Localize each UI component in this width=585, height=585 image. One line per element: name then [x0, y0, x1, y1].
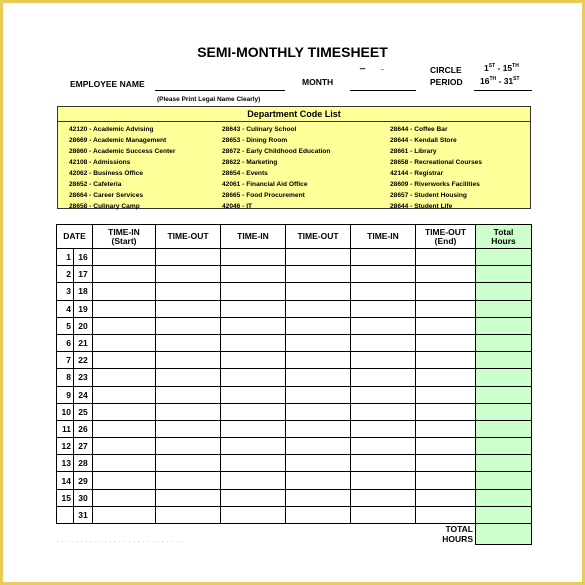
cell-time-in-start[interactable] [93, 317, 156, 334]
department-code-item: 28644 - Kendall Store [390, 137, 457, 144]
cell-total-hours[interactable] [476, 506, 532, 523]
department-code-item: 42108 - Admissions [69, 159, 131, 166]
cell-time-in-2[interactable] [221, 403, 286, 420]
date-second-half: 30 [74, 489, 93, 506]
cell-time-in-start[interactable] [93, 489, 156, 506]
department-code-item: 28622 - Marketing [222, 159, 278, 166]
department-code-item: 28660 - Academic Success Center [69, 148, 176, 155]
department-code-item: 28652 - Cafeteria [69, 181, 122, 188]
header-date: DATE [57, 225, 93, 249]
table-row [57, 472, 532, 489]
period-second-half[interactable]: 16TH - 31ST [480, 76, 520, 86]
table-row [57, 249, 532, 266]
cell-time-out-2[interactable] [286, 455, 351, 472]
period2-start-sup: TH [489, 76, 497, 83]
cell-time-out-1[interactable] [156, 472, 221, 489]
table-row [57, 403, 532, 420]
department-column-3 [390, 124, 482, 212]
department-code-item: 42120 - Academic Advising [69, 126, 154, 133]
cell-time-in-3[interactable] [351, 506, 416, 523]
cell-time-in-start[interactable] [93, 300, 156, 317]
date-second-half: 26 [74, 420, 93, 437]
cell-time-out-2[interactable] [286, 489, 351, 506]
date-second-half: 27 [74, 438, 93, 455]
department-column-2 [222, 124, 330, 212]
period1-end: 15 [502, 63, 513, 73]
cell-time-in-2[interactable] [221, 438, 286, 455]
date-second-half: 28 [74, 455, 93, 472]
cell-total-hours[interactable] [476, 369, 532, 386]
cell-time-in-3[interactable] [351, 403, 416, 420]
cell-time-in-2[interactable] [221, 249, 286, 266]
date-first-half: 13 [57, 455, 74, 472]
cell-time-out-1[interactable] [156, 506, 221, 523]
header-time-out-1: TIME-OUT [156, 225, 221, 249]
department-code-list-title: Department Code List [58, 107, 530, 122]
department-code-item: 42144 - Registrar [390, 170, 444, 177]
cell-time-out-end[interactable] [416, 438, 476, 455]
period-underline [474, 90, 532, 91]
date-first-half: 8 [57, 369, 74, 386]
date-second-half: 17 [74, 266, 93, 283]
department-code-item: 28658 - Recreational Courses [390, 159, 482, 166]
cell-time-in-2[interactable] [221, 352, 286, 369]
cell-total-hours[interactable] [476, 317, 532, 334]
cell-time-in-start[interactable] [93, 352, 156, 369]
cell-time-out-2[interactable] [286, 403, 351, 420]
date-second-half: 25 [74, 403, 93, 420]
department-code-item: 28657 - Student Housing [390, 192, 467, 199]
period-label: PERIOD [430, 77, 463, 87]
date-first-half: 7 [57, 352, 74, 369]
cell-time-in-start[interactable] [93, 420, 156, 437]
employee-name-note: (Please Print Legal Name Clearly) [157, 96, 261, 103]
month-field[interactable] [350, 90, 416, 91]
department-code-item: 28665 - Food Procurement [222, 192, 305, 199]
cell-time-in-2[interactable] [221, 317, 286, 334]
period1-end-sup: TH [512, 63, 519, 70]
cell-time-out-1[interactable] [156, 334, 221, 351]
department-code-item: 28653 - Dining Room [222, 137, 288, 144]
cell-time-out-end[interactable] [416, 317, 476, 334]
cell-total-hours[interactable] [476, 489, 532, 506]
cell-time-out-2[interactable] [286, 249, 351, 266]
total-hours-label: TOTAL HOURS [416, 524, 476, 545]
cell-time-in-start[interactable] [93, 369, 156, 386]
department-code-item: 42062 - Business Office [69, 170, 144, 177]
cell-time-in-start[interactable] [93, 249, 156, 266]
cell-time-in-3[interactable] [351, 283, 416, 300]
page-title: SEMI-MONTHLY TIMESHEET [197, 44, 388, 60]
department-code-item: 28609 - Riverworks Facilities [390, 181, 480, 188]
cell-time-in-3[interactable] [351, 420, 416, 437]
cell-total-hours[interactable] [476, 403, 532, 420]
date-first-half: 10 [57, 403, 74, 420]
timesheet-table [56, 224, 532, 545]
date-first-half: 6 [57, 334, 74, 351]
date-first-half: 9 [57, 386, 74, 403]
date-second-half: 21 [74, 334, 93, 351]
cell-time-out-end[interactable] [416, 386, 476, 403]
cell-total-hours[interactable] [476, 334, 532, 351]
cell-time-in-2[interactable] [221, 283, 286, 300]
cell-time-in-3[interactable] [351, 472, 416, 489]
cell-time-in-start[interactable] [93, 506, 156, 523]
cell-time-out-end[interactable] [416, 283, 476, 300]
table-row [57, 489, 532, 506]
cell-time-in-3[interactable] [351, 300, 416, 317]
cell-time-in-start[interactable] [93, 283, 156, 300]
department-code-item: 28672 - Early Childhood Education [222, 148, 331, 155]
cell-total-hours[interactable] [476, 300, 532, 317]
header-time-in-start: TIME-IN (Start) [93, 225, 156, 249]
date-second-half: 18 [74, 283, 93, 300]
cell-time-out-2[interactable] [286, 369, 351, 386]
cell-time-in-start[interactable] [93, 386, 156, 403]
cell-time-in-3[interactable] [351, 334, 416, 351]
date-second-half: 31 [74, 506, 93, 523]
cell-time-in-2[interactable] [221, 334, 286, 351]
circle-label: CIRCLE [430, 65, 462, 75]
table-row [57, 283, 532, 300]
cell-time-out-2[interactable] [286, 420, 351, 437]
cell-time-in-start[interactable] [93, 438, 156, 455]
date-first-half: 14 [57, 472, 74, 489]
cell-time-out-2[interactable] [286, 283, 351, 300]
cell-total-hours[interactable] [476, 386, 532, 403]
cell-time-in-3[interactable] [351, 317, 416, 334]
cell-time-out-1[interactable] [156, 352, 221, 369]
cell-time-in-2[interactable] [221, 369, 286, 386]
footer-dotted-line: . . . . . . . . . . . . . . . . . . . . . . . . . . . [57, 538, 184, 544]
date-second-half: 23 [74, 369, 93, 386]
date-first-half [57, 506, 74, 523]
header-time-out-end: TIME-OUT (End) [416, 225, 476, 249]
date-first-half: 1 [57, 249, 74, 266]
cell-time-out-end[interactable] [416, 334, 476, 351]
department-code-item: 28658 - Culinary Camp [69, 203, 140, 210]
department-column-1 [69, 124, 175, 212]
table-row [57, 369, 532, 386]
header-total-hours: Total Hours [476, 225, 532, 249]
cell-time-out-1[interactable] [156, 249, 221, 266]
department-code-item: 28661 - Library [390, 148, 437, 155]
cell-total-hours[interactable] [476, 266, 532, 283]
cell-time-out-end[interactable] [416, 266, 476, 283]
date-first-half: 2 [57, 266, 74, 283]
cell-time-out-end[interactable] [416, 369, 476, 386]
date-second-half: 19 [74, 300, 93, 317]
date-first-half: 4 [57, 300, 74, 317]
cell-time-in-start[interactable] [93, 472, 156, 489]
cell-time-in-2[interactable] [221, 472, 286, 489]
cell-total-hours[interactable] [476, 455, 532, 472]
table-row [57, 300, 532, 317]
cell-time-out-2[interactable] [286, 386, 351, 403]
table-row [57, 386, 532, 403]
cell-time-in-3[interactable] [351, 249, 416, 266]
cell-time-in-start[interactable] [93, 455, 156, 472]
table-row [57, 352, 532, 369]
cell-time-in-2[interactable] [221, 266, 286, 283]
cell-time-in-start[interactable] [93, 403, 156, 420]
date-first-half: 12 [57, 438, 74, 455]
date-second-half: 16 [74, 249, 93, 266]
department-code-item: 28644 - Coffee Bar [390, 126, 448, 133]
total-hours-value[interactable] [476, 524, 532, 545]
cell-time-out-2[interactable] [286, 506, 351, 523]
department-code-item: 28644 - Student Life [390, 203, 453, 210]
cell-total-hours[interactable] [476, 283, 532, 300]
cell-time-out-end[interactable] [416, 420, 476, 437]
table-row [57, 438, 532, 455]
table-row [57, 266, 532, 283]
period-first-half[interactable]: 1ST - 15TH [484, 63, 519, 73]
cell-total-hours[interactable] [476, 472, 532, 489]
cell-time-in-3[interactable] [351, 438, 416, 455]
cell-time-in-3[interactable] [351, 489, 416, 506]
department-code-item: 28643 - Culinary School [222, 126, 297, 133]
month-label: MONTH [302, 77, 334, 87]
cell-time-in-2[interactable] [221, 386, 286, 403]
cell-time-out-1[interactable] [156, 266, 221, 283]
table-row [57, 506, 532, 523]
cell-time-out-1[interactable] [156, 300, 221, 317]
date-second-half: 24 [74, 386, 93, 403]
department-code-item: 42061 - Financial Aid Office [222, 181, 308, 188]
date-second-half: 20 [74, 317, 93, 334]
cell-time-out-1[interactable] [156, 403, 221, 420]
table-row [57, 334, 532, 351]
employee-name-field[interactable] [155, 90, 285, 91]
cell-time-out-1[interactable] [156, 317, 221, 334]
period2-end-sup: ST [513, 76, 520, 83]
date-second-half: 29 [74, 472, 93, 489]
cell-time-out-2[interactable] [286, 472, 351, 489]
cell-time-out-2[interactable] [286, 317, 351, 334]
employee-name-label: EMPLOYEE NAME [70, 79, 145, 89]
date-first-half: 5 [57, 317, 74, 334]
month-marks: ▔ ˜ [360, 69, 384, 76]
cell-time-in-2[interactable] [221, 300, 286, 317]
header-time-in-3: TIME-IN [351, 225, 416, 249]
department-code-list [57, 106, 531, 209]
cell-time-out-1[interactable] [156, 283, 221, 300]
table-row [57, 420, 532, 437]
cell-time-out-2[interactable] [286, 438, 351, 455]
cell-time-in-3[interactable] [351, 352, 416, 369]
cell-time-out-end[interactable] [416, 300, 476, 317]
cell-time-in-3[interactable] [351, 266, 416, 283]
date-second-half: 22 [74, 352, 93, 369]
period1-start: 1 [484, 63, 489, 73]
cell-time-in-start[interactable] [93, 334, 156, 351]
cell-total-hours[interactable] [476, 438, 532, 455]
cell-time-out-1[interactable] [156, 455, 221, 472]
cell-time-in-2[interactable] [221, 420, 286, 437]
date-first-half: 3 [57, 283, 74, 300]
cell-time-out-end[interactable] [416, 489, 476, 506]
period1-start-sup: ST [488, 63, 496, 70]
cell-time-out-end[interactable] [416, 249, 476, 266]
cell-time-out-end[interactable] [416, 352, 476, 369]
cell-time-out-end[interactable] [416, 506, 476, 523]
date-first-half: 11 [57, 420, 74, 437]
cell-time-out-1[interactable] [156, 369, 221, 386]
cell-total-hours[interactable] [476, 249, 532, 266]
department-code-item: 28664 - Career Services [69, 192, 144, 199]
period2-end: 31 [503, 76, 514, 86]
cell-time-out-2[interactable] [286, 266, 351, 283]
cell-time-in-3[interactable] [351, 386, 416, 403]
cell-total-hours[interactable] [476, 352, 532, 369]
date-first-half: 15 [57, 489, 74, 506]
department-code-item: 42046 - IT [222, 203, 253, 210]
cell-time-out-end[interactable] [416, 403, 476, 420]
department-code-item: 28654 - Events [222, 170, 268, 177]
cell-time-out-1[interactable] [156, 420, 221, 437]
cell-time-out-end[interactable] [416, 472, 476, 489]
cell-time-in-start[interactable] [93, 266, 156, 283]
cell-time-in-3[interactable] [351, 369, 416, 386]
cell-time-in-3[interactable] [351, 455, 416, 472]
department-code-item: 28669 - Academic Management [69, 137, 167, 144]
cell-time-out-2[interactable] [286, 334, 351, 351]
table-row [57, 455, 532, 472]
cell-time-out-2[interactable] [286, 352, 351, 369]
table-header-row [57, 225, 532, 249]
cell-time-out-2[interactable] [286, 300, 351, 317]
cell-time-out-1[interactable] [156, 438, 221, 455]
cell-time-in-2[interactable] [221, 455, 286, 472]
table-row [57, 317, 532, 334]
cell-total-hours[interactable] [476, 420, 532, 437]
cell-time-in-2[interactable] [221, 506, 286, 523]
cell-time-out-1[interactable] [156, 386, 221, 403]
cell-time-in-2[interactable] [221, 489, 286, 506]
header-time-in-2: TIME-IN [221, 225, 286, 249]
cell-time-out-1[interactable] [156, 489, 221, 506]
cell-time-out-end[interactable] [416, 455, 476, 472]
period2-start: 16 [480, 76, 490, 86]
header-time-out-2: TIME-OUT [286, 225, 351, 249]
